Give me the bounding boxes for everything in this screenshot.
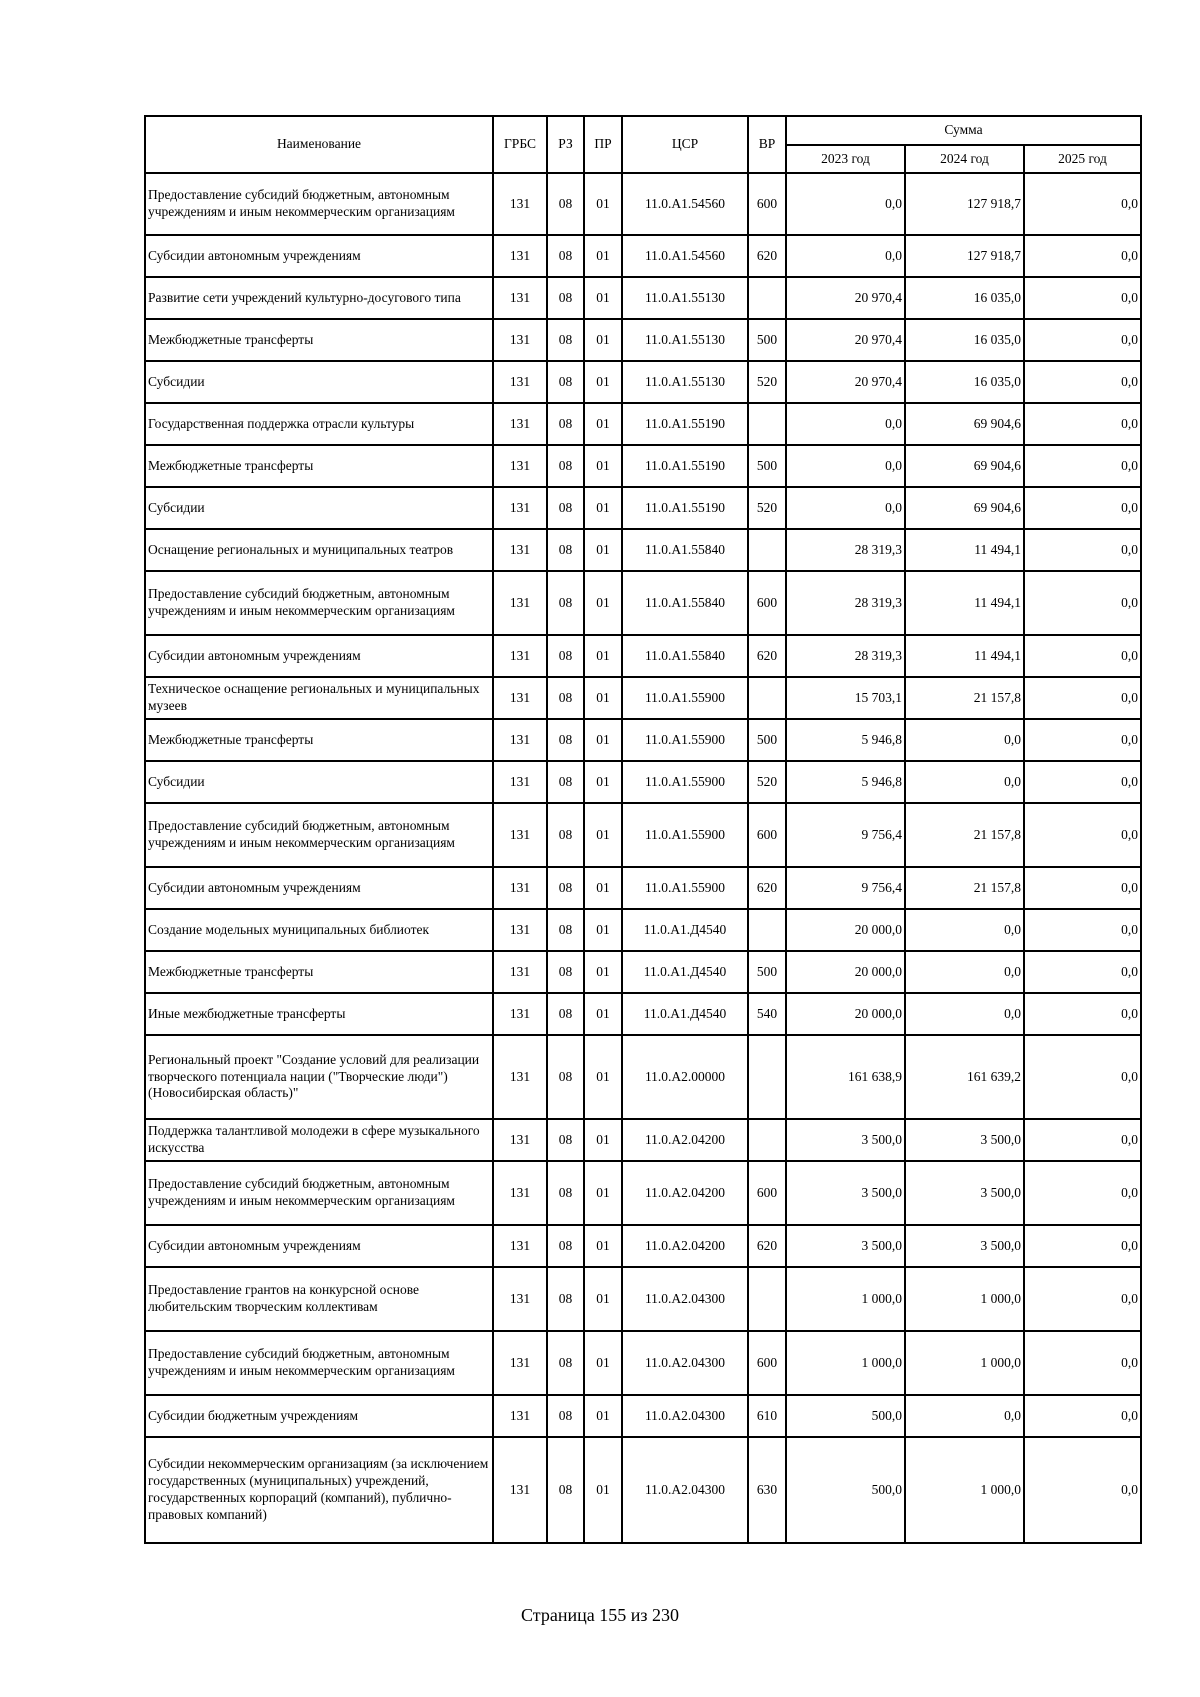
cell-vr: 500	[748, 951, 786, 993]
header-year-2024: 2024 год	[905, 145, 1024, 173]
cell-rz: 08	[547, 1437, 584, 1543]
cell-csr: 11.0.A2.04300	[622, 1331, 748, 1395]
cell-sum-2024: 11 494,1	[905, 635, 1024, 677]
cell-name: Предоставление субсидий бюджетным, автономным учреждениям и иным некоммерческим организациям	[145, 1161, 493, 1225]
cell-pr: 01	[584, 445, 622, 487]
cell-vr: 600	[748, 571, 786, 635]
cell-grbs: 131	[493, 1437, 547, 1543]
cell-pr: 01	[584, 1119, 622, 1161]
header-name: Наименование	[145, 116, 493, 173]
cell-csr: 11.0.A1.55840	[622, 529, 748, 571]
cell-vr: 630	[748, 1437, 786, 1543]
cell-csr: 11.0.A1.54560	[622, 173, 748, 235]
cell-sum-2024: 127 918,7	[905, 235, 1024, 277]
cell-grbs: 131	[493, 487, 547, 529]
cell-rz: 08	[547, 1035, 584, 1119]
cell-csr: 11.0.A1.Д4540	[622, 993, 748, 1035]
cell-grbs: 131	[493, 1395, 547, 1437]
cell-csr: 11.0.A1.55190	[622, 487, 748, 529]
cell-name: Субсидии	[145, 361, 493, 403]
cell-csr: 11.0.A2.00000	[622, 1035, 748, 1119]
cell-csr: 11.0.A1.55130	[622, 277, 748, 319]
table-row	[145, 1395, 1141, 1437]
cell-rz: 08	[547, 909, 584, 951]
table-row	[145, 867, 1141, 909]
cell-pr: 01	[584, 571, 622, 635]
cell-rz: 08	[547, 867, 584, 909]
cell-pr: 01	[584, 761, 622, 803]
header-grbs: ГРБС	[493, 116, 547, 173]
header-year-2025: 2025 год	[1024, 145, 1141, 173]
cell-vr: 620	[748, 235, 786, 277]
cell-rz: 08	[547, 951, 584, 993]
cell-sum-2023: 0,0	[786, 487, 905, 529]
cell-name: Создание модельных муниципальных библиотек	[145, 909, 493, 951]
cell-grbs: 131	[493, 909, 547, 951]
cell-vr: 520	[748, 361, 786, 403]
cell-rz: 08	[547, 1331, 584, 1395]
cell-csr: 11.0.A2.04200	[622, 1225, 748, 1267]
cell-name: Межбюджетные трансферты	[145, 951, 493, 993]
cell-sum-2024: 69 904,6	[905, 487, 1024, 529]
cell-sum-2024: 21 157,8	[905, 867, 1024, 909]
cell-name: Межбюджетные трансферты	[145, 319, 493, 361]
cell-sum-2023: 20 000,0	[786, 993, 905, 1035]
cell-sum-2023: 20 970,4	[786, 361, 905, 403]
table-row	[145, 1225, 1141, 1267]
table-row	[145, 1161, 1141, 1225]
cell-sum-2024: 16 035,0	[905, 277, 1024, 319]
cell-vr: 610	[748, 1395, 786, 1437]
cell-sum-2024: 3 500,0	[905, 1225, 1024, 1267]
cell-vr: 520	[748, 487, 786, 529]
header-year-2023: 2023 год	[786, 145, 905, 173]
cell-grbs: 131	[493, 277, 547, 319]
cell-rz: 08	[547, 803, 584, 867]
cell-sum-2023: 20 000,0	[786, 951, 905, 993]
cell-name: Предоставление субсидий бюджетным, автономным учреждениям и иным некоммерческим организациям	[145, 803, 493, 867]
cell-vr: 620	[748, 867, 786, 909]
cell-pr: 01	[584, 1225, 622, 1267]
cell-sum-2024: 21 157,8	[905, 677, 1024, 719]
cell-grbs: 131	[493, 319, 547, 361]
cell-pr: 01	[584, 277, 622, 319]
table-row	[145, 909, 1141, 951]
table-row	[145, 803, 1141, 867]
cell-sum-2024: 21 157,8	[905, 803, 1024, 867]
cell-csr: 11.0.A1.55900	[622, 761, 748, 803]
cell-grbs: 131	[493, 719, 547, 761]
cell-sum-2025: 0,0	[1024, 1225, 1141, 1267]
cell-vr	[748, 529, 786, 571]
cell-sum-2024: 0,0	[905, 719, 1024, 761]
cell-sum-2023: 161 638,9	[786, 1035, 905, 1119]
cell-rz: 08	[547, 635, 584, 677]
cell-rz: 08	[547, 571, 584, 635]
cell-rz: 08	[547, 445, 584, 487]
cell-sum-2023: 5 946,8	[786, 761, 905, 803]
cell-sum-2025: 0,0	[1024, 719, 1141, 761]
cell-sum-2024: 69 904,6	[905, 403, 1024, 445]
cell-name: Субсидии	[145, 487, 493, 529]
cell-rz: 08	[547, 1119, 584, 1161]
cell-sum-2025: 0,0	[1024, 1119, 1141, 1161]
cell-grbs: 131	[493, 235, 547, 277]
table-row	[145, 571, 1141, 635]
table-row	[145, 487, 1141, 529]
cell-name: Субсидии автономным учреждениям	[145, 867, 493, 909]
cell-name: Субсидии некоммерческим организациям (за исключением государственных (муниципальных) учреждений, государственных корпораций (компаний), публично-правовых компаний)	[145, 1437, 493, 1543]
cell-csr: 11.0.A1.55900	[622, 803, 748, 867]
cell-grbs: 131	[493, 1331, 547, 1395]
cell-name: Предоставление субсидий бюджетным, автономным учреждениям и иным некоммерческим организациям	[145, 571, 493, 635]
cell-sum-2024: 11 494,1	[905, 529, 1024, 571]
cell-pr: 01	[584, 1267, 622, 1331]
cell-sum-2025: 0,0	[1024, 951, 1141, 993]
cell-grbs: 131	[493, 951, 547, 993]
cell-vr: 600	[748, 1331, 786, 1395]
table-row	[145, 361, 1141, 403]
cell-sum-2024: 11 494,1	[905, 571, 1024, 635]
cell-grbs: 131	[493, 803, 547, 867]
table-row	[145, 761, 1141, 803]
table-row	[145, 677, 1141, 719]
cell-name: Оснащение региональных и муниципальных театров	[145, 529, 493, 571]
cell-vr	[748, 1267, 786, 1331]
cell-name: Поддержка талантливой молодежи в сфере музыкального искусства	[145, 1119, 493, 1161]
cell-sum-2025: 0,0	[1024, 635, 1141, 677]
cell-csr: 11.0.A1.55840	[622, 635, 748, 677]
cell-vr: 600	[748, 173, 786, 235]
header-vr: ВР	[748, 116, 786, 173]
cell-sum-2024: 3 500,0	[905, 1161, 1024, 1225]
cell-grbs: 131	[493, 635, 547, 677]
header-csr: ЦСР	[622, 116, 748, 173]
cell-name: Субсидии автономным учреждениям	[145, 1225, 493, 1267]
cell-pr: 01	[584, 361, 622, 403]
cell-sum-2023: 28 319,3	[786, 571, 905, 635]
cell-vr: 620	[748, 635, 786, 677]
cell-rz: 08	[547, 319, 584, 361]
table-row	[145, 1331, 1141, 1395]
cell-grbs: 131	[493, 1161, 547, 1225]
cell-vr	[748, 677, 786, 719]
cell-csr: 11.0.A2.04300	[622, 1437, 748, 1543]
cell-vr: 620	[748, 1225, 786, 1267]
cell-name: Межбюджетные трансферты	[145, 445, 493, 487]
cell-rz: 08	[547, 361, 584, 403]
cell-csr: 11.0.A1.Д4540	[622, 909, 748, 951]
cell-pr: 01	[584, 909, 622, 951]
cell-sum-2025: 0,0	[1024, 403, 1141, 445]
cell-sum-2023: 3 500,0	[786, 1161, 905, 1225]
header-pr: ПР	[584, 116, 622, 173]
table-row	[145, 1119, 1141, 1161]
cell-pr: 01	[584, 677, 622, 719]
cell-grbs: 131	[493, 677, 547, 719]
cell-sum-2023: 9 756,4	[786, 803, 905, 867]
cell-sum-2024: 0,0	[905, 1395, 1024, 1437]
cell-name: Межбюджетные трансферты	[145, 719, 493, 761]
table-row	[145, 277, 1141, 319]
cell-grbs: 131	[493, 993, 547, 1035]
cell-vr	[748, 909, 786, 951]
cell-rz: 08	[547, 235, 584, 277]
cell-rz: 08	[547, 277, 584, 319]
cell-grbs: 131	[493, 173, 547, 235]
cell-rz: 08	[547, 403, 584, 445]
cell-sum-2025: 0,0	[1024, 487, 1141, 529]
cell-sum-2023: 0,0	[786, 403, 905, 445]
cell-rz: 08	[547, 761, 584, 803]
cell-rz: 08	[547, 1267, 584, 1331]
cell-sum-2025: 0,0	[1024, 1161, 1141, 1225]
cell-sum-2023: 15 703,1	[786, 677, 905, 719]
table-row	[145, 1437, 1141, 1543]
cell-sum-2023: 20 000,0	[786, 909, 905, 951]
cell-name: Субсидии бюджетным учреждениям	[145, 1395, 493, 1437]
cell-sum-2024: 1 000,0	[905, 1331, 1024, 1395]
cell-sum-2023: 5 946,8	[786, 719, 905, 761]
cell-grbs: 131	[493, 867, 547, 909]
cell-pr: 01	[584, 319, 622, 361]
cell-sum-2024: 69 904,6	[905, 445, 1024, 487]
budget-table	[144, 115, 1142, 1544]
cell-name: Техническое оснащение региональных и муниципальных музеев	[145, 677, 493, 719]
cell-sum-2023: 20 970,4	[786, 319, 905, 361]
cell-pr: 01	[584, 173, 622, 235]
table-row	[145, 993, 1141, 1035]
cell-pr: 01	[584, 1161, 622, 1225]
cell-grbs: 131	[493, 1267, 547, 1331]
cell-csr: 11.0.A1.55190	[622, 445, 748, 487]
table-row	[145, 403, 1141, 445]
cell-pr: 01	[584, 1331, 622, 1395]
cell-vr	[748, 1119, 786, 1161]
cell-grbs: 131	[493, 403, 547, 445]
cell-grbs: 131	[493, 1225, 547, 1267]
cell-csr: 11.0.A2.04300	[622, 1267, 748, 1331]
cell-pr: 01	[584, 1035, 622, 1119]
cell-pr: 01	[584, 993, 622, 1035]
cell-csr: 11.0.A1.54560	[622, 235, 748, 277]
cell-sum-2024: 16 035,0	[905, 361, 1024, 403]
cell-sum-2025: 0,0	[1024, 235, 1141, 277]
cell-sum-2025: 0,0	[1024, 277, 1141, 319]
cell-sum-2025: 0,0	[1024, 1035, 1141, 1119]
cell-rz: 08	[547, 993, 584, 1035]
cell-sum-2024: 1 000,0	[905, 1437, 1024, 1543]
cell-sum-2025: 0,0	[1024, 173, 1141, 235]
cell-csr: 11.0.A1.55130	[622, 361, 748, 403]
cell-rz: 08	[547, 1395, 584, 1437]
cell-sum-2024: 0,0	[905, 993, 1024, 1035]
cell-grbs: 131	[493, 361, 547, 403]
cell-rz: 08	[547, 487, 584, 529]
cell-sum-2023: 0,0	[786, 445, 905, 487]
cell-rz: 08	[547, 719, 584, 761]
cell-sum-2025: 0,0	[1024, 319, 1141, 361]
cell-sum-2025: 0,0	[1024, 803, 1141, 867]
cell-rz: 08	[547, 529, 584, 571]
table-row	[145, 951, 1141, 993]
cell-pr: 01	[584, 1437, 622, 1543]
cell-sum-2025: 0,0	[1024, 1395, 1141, 1437]
cell-sum-2025: 0,0	[1024, 529, 1141, 571]
cell-name: Предоставление субсидий бюджетным, автономным учреждениям и иным некоммерческим организациям	[145, 173, 493, 235]
cell-vr: 600	[748, 803, 786, 867]
cell-vr	[748, 403, 786, 445]
cell-rz: 08	[547, 1161, 584, 1225]
table-row	[145, 1035, 1141, 1119]
cell-csr: 11.0.A1.Д4540	[622, 951, 748, 993]
cell-sum-2024: 0,0	[905, 761, 1024, 803]
table-row	[145, 719, 1141, 761]
cell-sum-2025: 0,0	[1024, 1437, 1141, 1543]
cell-pr: 01	[584, 529, 622, 571]
cell-csr: 11.0.A1.55190	[622, 403, 748, 445]
cell-sum-2023: 1 000,0	[786, 1331, 905, 1395]
cell-vr: 500	[748, 319, 786, 361]
cell-csr: 11.0.A2.04300	[622, 1395, 748, 1437]
cell-sum-2023: 28 319,3	[786, 635, 905, 677]
table-body	[145, 173, 1141, 1543]
cell-csr: 11.0.A1.55130	[622, 319, 748, 361]
cell-vr: 520	[748, 761, 786, 803]
cell-name: Субсидии автономным учреждениям	[145, 235, 493, 277]
cell-sum-2023: 20 970,4	[786, 277, 905, 319]
cell-vr	[748, 1035, 786, 1119]
cell-sum-2025: 0,0	[1024, 677, 1141, 719]
cell-vr: 600	[748, 1161, 786, 1225]
table-row	[145, 1267, 1141, 1331]
cell-csr: 11.0.A1.55900	[622, 719, 748, 761]
cell-csr: 11.0.A2.04200	[622, 1161, 748, 1225]
header-rz: РЗ	[547, 116, 584, 173]
cell-sum-2023: 0,0	[786, 235, 905, 277]
cell-sum-2025: 0,0	[1024, 993, 1141, 1035]
cell-sum-2025: 0,0	[1024, 1331, 1141, 1395]
cell-sum-2023: 500,0	[786, 1395, 905, 1437]
cell-grbs: 131	[493, 445, 547, 487]
cell-csr: 11.0.A2.04200	[622, 1119, 748, 1161]
cell-sum-2023: 0,0	[786, 173, 905, 235]
cell-sum-2023: 9 756,4	[786, 867, 905, 909]
cell-sum-2025: 0,0	[1024, 1267, 1141, 1331]
cell-sum-2023: 1 000,0	[786, 1267, 905, 1331]
cell-pr: 01	[584, 803, 622, 867]
cell-sum-2023: 3 500,0	[786, 1225, 905, 1267]
header-sum: Сумма	[786, 116, 1141, 145]
cell-sum-2024: 127 918,7	[905, 173, 1024, 235]
cell-vr: 500	[748, 445, 786, 487]
cell-name: Иные межбюджетные трансферты	[145, 993, 493, 1035]
cell-csr: 11.0.A1.55900	[622, 867, 748, 909]
table-row	[145, 529, 1141, 571]
cell-sum-2025: 0,0	[1024, 909, 1141, 951]
cell-pr: 01	[584, 1395, 622, 1437]
cell-name: Региональный проект "Создание условий для реализации творческого потенциала нации ("Творческие люди") (Новосибирская область)"	[145, 1035, 493, 1119]
cell-grbs: 131	[493, 1035, 547, 1119]
cell-sum-2025: 0,0	[1024, 867, 1141, 909]
cell-pr: 01	[584, 403, 622, 445]
cell-rz: 08	[547, 1225, 584, 1267]
cell-pr: 01	[584, 635, 622, 677]
cell-sum-2024: 1 000,0	[905, 1267, 1024, 1331]
table-row	[145, 173, 1141, 235]
cell-grbs: 131	[493, 1119, 547, 1161]
table-row	[145, 635, 1141, 677]
cell-sum-2024: 3 500,0	[905, 1119, 1024, 1161]
cell-grbs: 131	[493, 761, 547, 803]
cell-rz: 08	[547, 677, 584, 719]
cell-vr: 540	[748, 993, 786, 1035]
cell-sum-2023: 500,0	[786, 1437, 905, 1543]
cell-sum-2025: 0,0	[1024, 445, 1141, 487]
cell-vr	[748, 277, 786, 319]
cell-name: Субсидии автономным учреждениям	[145, 635, 493, 677]
cell-sum-2024: 16 035,0	[905, 319, 1024, 361]
cell-pr: 01	[584, 867, 622, 909]
cell-name: Государственная поддержка отрасли культуры	[145, 403, 493, 445]
cell-csr: 11.0.A1.55840	[622, 571, 748, 635]
cell-sum-2024: 0,0	[905, 909, 1024, 951]
table-row	[145, 319, 1141, 361]
cell-grbs: 131	[493, 529, 547, 571]
page-number: Страница 155 из 230	[521, 1605, 679, 1625]
cell-grbs: 131	[493, 571, 547, 635]
cell-pr: 01	[584, 719, 622, 761]
table-row	[145, 445, 1141, 487]
cell-sum-2023: 3 500,0	[786, 1119, 905, 1161]
cell-pr: 01	[584, 951, 622, 993]
cell-csr: 11.0.A1.55900	[622, 677, 748, 719]
cell-name: Предоставление грантов на конкурсной основе любительским творческим коллективам	[145, 1267, 493, 1331]
cell-rz: 08	[547, 173, 584, 235]
cell-sum-2023: 28 319,3	[786, 529, 905, 571]
cell-sum-2025: 0,0	[1024, 361, 1141, 403]
cell-pr: 01	[584, 235, 622, 277]
cell-pr: 01	[584, 487, 622, 529]
cell-sum-2025: 0,0	[1024, 571, 1141, 635]
cell-vr: 500	[748, 719, 786, 761]
cell-sum-2024: 161 639,2	[905, 1035, 1024, 1119]
cell-name: Субсидии	[145, 761, 493, 803]
cell-name: Развитие сети учреждений культурно-досугового типа	[145, 277, 493, 319]
cell-sum-2024: 0,0	[905, 951, 1024, 993]
table-row	[145, 235, 1141, 277]
cell-name: Предоставление субсидий бюджетным, автономным учреждениям и иным некоммерческим организациям	[145, 1331, 493, 1395]
cell-sum-2025: 0,0	[1024, 761, 1141, 803]
table-header	[145, 116, 1141, 173]
